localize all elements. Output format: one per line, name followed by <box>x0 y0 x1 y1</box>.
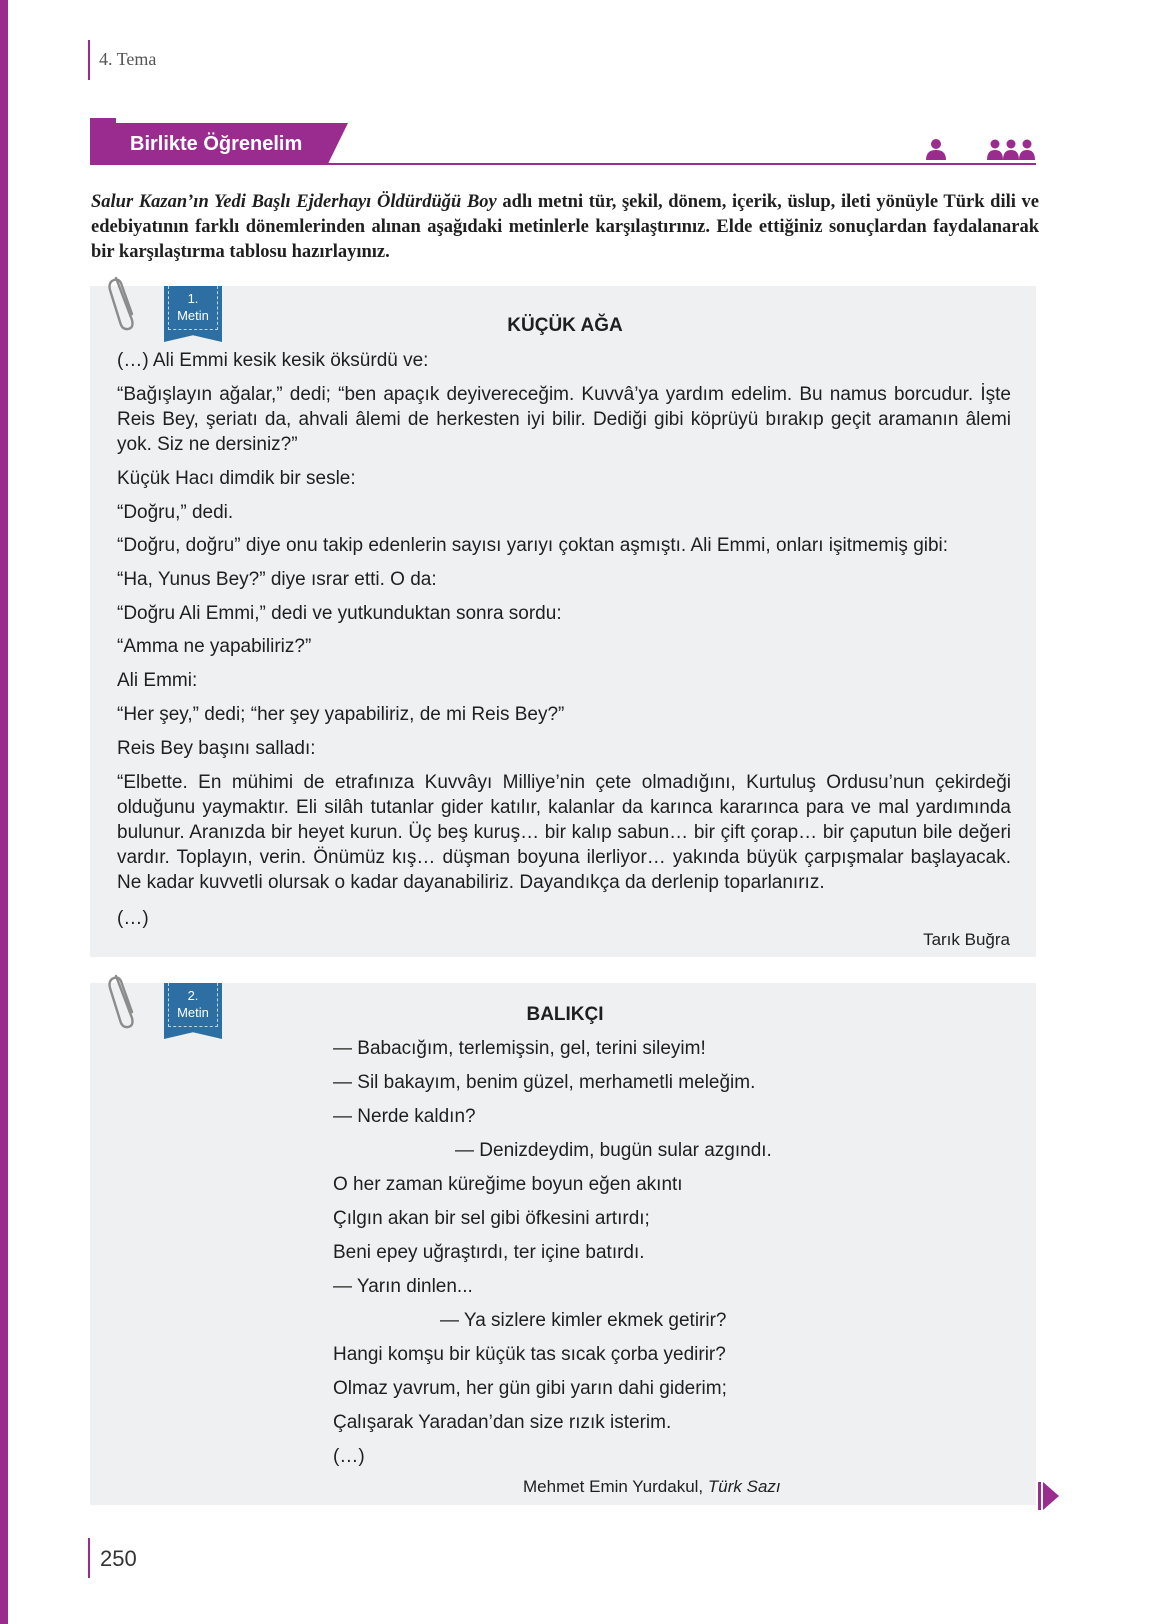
poem-line: Beni epey uğraştırdı, ter içine batırdı. <box>333 1242 645 1263</box>
header-divider <box>88 40 90 80</box>
metin-badge-number: 1. <box>187 291 199 306</box>
theme-header: 4. Tema <box>99 49 157 69</box>
poem-line: — Nerde kaldın? <box>333 1106 476 1127</box>
text-2-source: Türk Sazı <box>707 1477 781 1496</box>
metin-badge-label: Metin <box>177 1005 209 1020</box>
poem-line: O her zaman küreğime boyun eğen akıntı <box>333 1174 683 1195</box>
text-1-paragraph: “Elbette. En mühimi de etrafınıza Kuvvâyı Milliye’nin çete olmadığını, Kurtuluş Ordusu’nun çekirdeği olduğunu yaymaktır. Eli silâh tutanlar gider katılır, kalanlar da karınca kararınca para ve mal yardımında bulunur. Aranızda bir heyet kurun. Üç beş kuruş… bir kalıp sabun… bir çift çorap… bir çaputun bile değeri vardır. Toplayın, verin. Önümüz kış… düşman boyuna ilerliyor… yakında büyük çarpışmalar başlayacak. Ne kadar kuvvetli olursak o kadar dayanabiliriz. Dayandıkça da derlenip toparlanırız. <box>117 772 1011 893</box>
text-1-paragraph: “Her şey,” dedi; “her şey yapabiliriz, de mi Reis Bey?” <box>117 704 565 725</box>
section-rule <box>90 163 1036 165</box>
poem-line: — Sil bakayım, benim güzel, merhametli meleğim. <box>333 1072 756 1093</box>
group-icon <box>986 138 1036 160</box>
intro-text: adlı metni tür, şekil, dönem, içerik, üslup, ileti yönüyle Türk dili ve edebiyatının farklı dönemlerinden alınan aşağıdaki metinlerle karşılaştırınız. Elde ettiğiniz sonuçlardan faydalanarak bir karşılaştırma tablosu hazırlayınız. <box>91 192 1039 262</box>
intro-work-title: Salur Kazan’ın Yedi Başlı Ejderhayı Öldürdüğü Boy <box>91 192 497 212</box>
text-1-paragraph: Küçük Hacı dimdik bir sesle: <box>117 468 356 489</box>
metin-badge-number: 2. <box>187 988 199 1003</box>
text-1-paragraph: Reis Bey başını salladı: <box>117 738 316 759</box>
text-1-paragraph: Ali Emmi: <box>117 670 198 691</box>
poem-line: Olmaz yavrum, her gün gibi yarın dahi giderim; <box>333 1378 727 1399</box>
text-1-paragraph: “Doğru Ali Emmi,” dedi ve yutkunduktan sonra sordu: <box>117 603 562 624</box>
poem-line: — Babacığım, terlemişsin, gel, terini sileyim! <box>333 1038 706 1059</box>
intro-instructions <box>91 190 1039 265</box>
edge-bar <box>0 0 8 1624</box>
poem-line: — Denizdeydim, bugün sular azgındı. <box>455 1140 772 1161</box>
poem-line: — Yarın dinlen... <box>333 1276 473 1297</box>
text-1-paragraph: “Doğru, doğru” diye onu takip edenlerin sayısı yarıyı çoktan aşmıştı. Ali Emmi, onları işitmemiş gibi: <box>117 535 949 556</box>
next-page-arrow-icon[interactable] <box>1043 1482 1059 1510</box>
section-title: Birlikte Öğrenelim <box>130 133 303 155</box>
paperclip-icon <box>106 968 142 1030</box>
page-number: 250 <box>100 1546 137 1571</box>
poem-line: Hangi komşu bir küçük tas sıcak çorba yedirir? <box>333 1344 726 1365</box>
poem-line: Çalışarak Yaradan’dan size rızık isterim. <box>333 1412 672 1433</box>
metin-badge-1 <box>164 286 222 342</box>
poem-line: (…) <box>333 1446 365 1467</box>
metin-badge-label: Metin <box>177 308 209 323</box>
next-page-bar <box>1038 1482 1041 1510</box>
text-1-paragraph: (…) <box>117 908 149 929</box>
metin-badge-2 <box>164 983 222 1039</box>
poem-line: — Ya sizlere kimler ekmek getirir? <box>440 1310 727 1331</box>
text-1-paragraph: “Ha, Yunus Bey?” diye ısrar etti. O da: <box>117 569 437 590</box>
text-1-author: Tarık Buğra <box>923 930 1010 949</box>
text-1-paragraph: (…) Ali Emmi kesik kesik öksürdü ve: <box>117 350 429 371</box>
text-2-author <box>523 1477 781 1497</box>
poem-line: Çılgın akan bir sel gibi öfkesini artırdı; <box>333 1208 650 1229</box>
person-icon <box>925 138 947 160</box>
footer-divider <box>88 1538 90 1578</box>
text-1-title: KÜÇÜK AĞA <box>507 315 623 336</box>
text-2-author-name: Mehmet Emin Yurdakul, <box>523 1477 708 1496</box>
paperclip-icon <box>106 270 142 332</box>
text-1-paragraph: “Amma ne yapabiliriz?” <box>117 636 312 657</box>
text-1-paragraph: “Doğru,” dedi. <box>117 502 234 523</box>
text-2-title: BALIKÇI <box>526 1004 604 1025</box>
text-1-paragraph: “Bağışlayın ağalar,” dedi; “ben apaçık deyivereceğim. Kuvvâ’ya yardım edelim. Bu namus borcudur. İşte Reis Bey, şeriatı da, ahvali âlemi de herkesten iyi bilir. Dediği gibi köprüyü bırakıp geçit aramanın âlemi yok. Siz ne dersiniz?” <box>117 384 1011 455</box>
